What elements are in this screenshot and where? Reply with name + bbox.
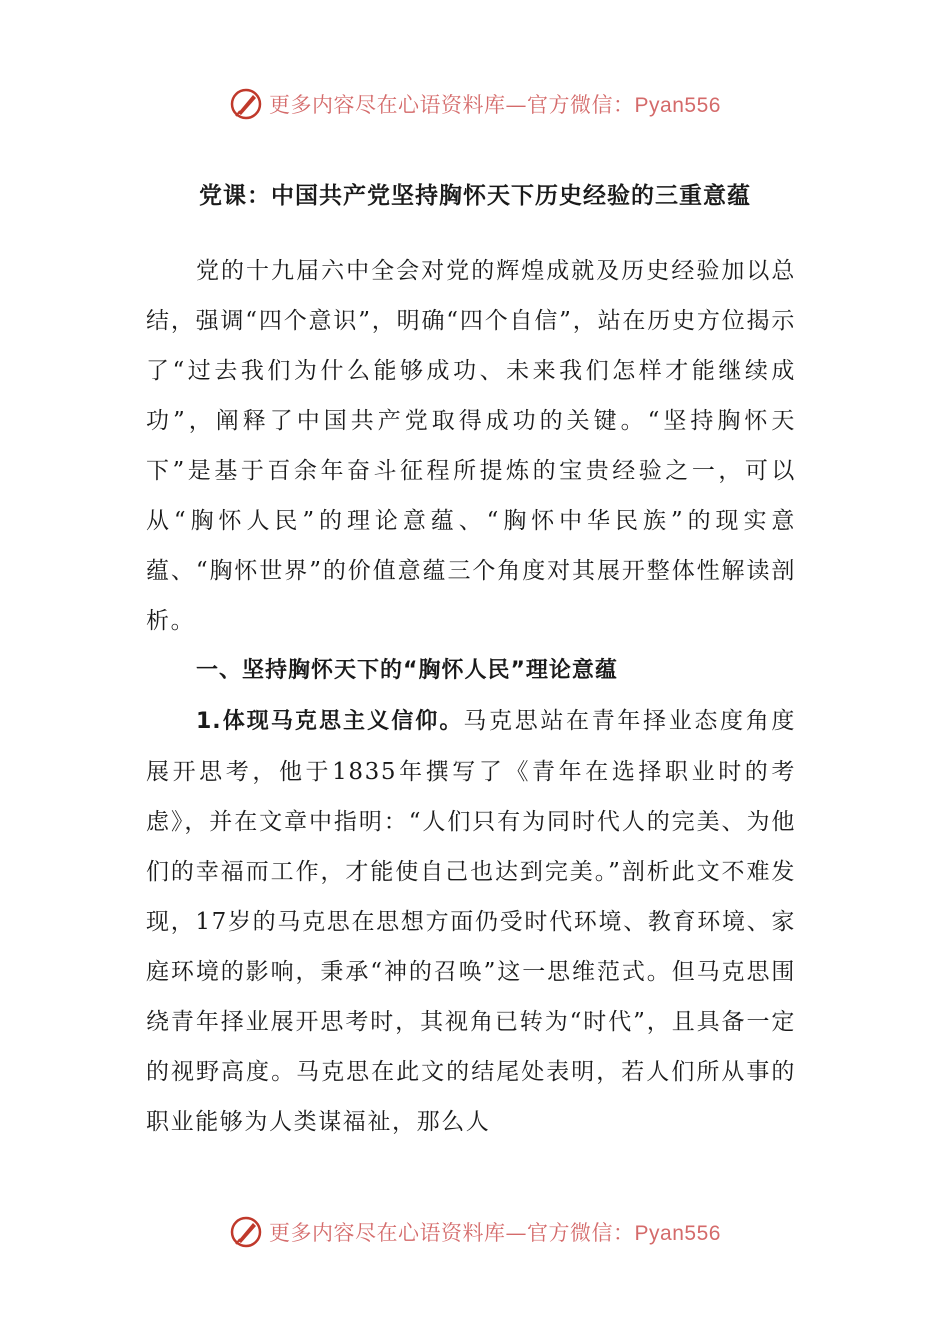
body-paragraph [146, 696, 796, 1147]
intro-paragraph: 党的十九届六中全会对党的辉煌成就及历史经验加以总结，强调“四个意识”，明确“四个自信”，站在历史方位揭示了“过去我们为什么能够成功、未来我们怎样才能继续成功”，阐释了中国共产党取得成功的关键。“坚持胸怀天下”是基于百余年奋斗征程所提炼的宝贵经验之一，可以从“胸怀人民”的理论意蕴、“胸怀中华民族”的现实意蕴、“胸怀世界”的价值意蕴三个角度对其展开整体性解读剖析。 [146, 258, 796, 634]
quill-pen-logo-icon [229, 87, 263, 121]
document-body [146, 246, 796, 1147]
paragraph-lead: 1.体现马克思主义信仰。 [196, 709, 464, 734]
watermark-footer [0, 1212, 950, 1252]
watermark-header [0, 84, 950, 124]
watermark-text: 更多内容尽在心语资料库—官方微信：Pyan556 [269, 93, 721, 117]
wechat-id: Pyan556 [634, 1222, 721, 1245]
paragraph-text: 马克思站在青年择业态度角度展开思考，他于1835年撰写了《青年在选择职业时的考虑》，并在文章中指明：“人们只有为同时代人的完美、为他们的幸福而工作，才能使自己也达到完美。”剖析此文不难发现，17岁的马克思在思想方面仍受时代环境、教育环境、家庭环境的影响，秉承“神的召唤”这一思维范式。但马克思围绕青年择业展开思考时，其视角已转为“时代”，且具备一定的视野高度。马克思在此文的结尾处表明，若人们所从事的职业能够为人类谋福祉，那么人 [146, 708, 796, 1135]
quill-pen-logo-icon [229, 1215, 263, 1249]
section-heading: 一、坚持胸怀天下的“胸怀人民”理论意蕴 [196, 658, 618, 683]
watermark-text: 更多内容尽在心语资料库—官方微信：Pyan556 [269, 1221, 721, 1245]
wechat-id: Pyan556 [634, 94, 721, 117]
page-title: 党课：中国共产党坚持胸怀天下历史经验的三重意蕴 [199, 183, 751, 209]
